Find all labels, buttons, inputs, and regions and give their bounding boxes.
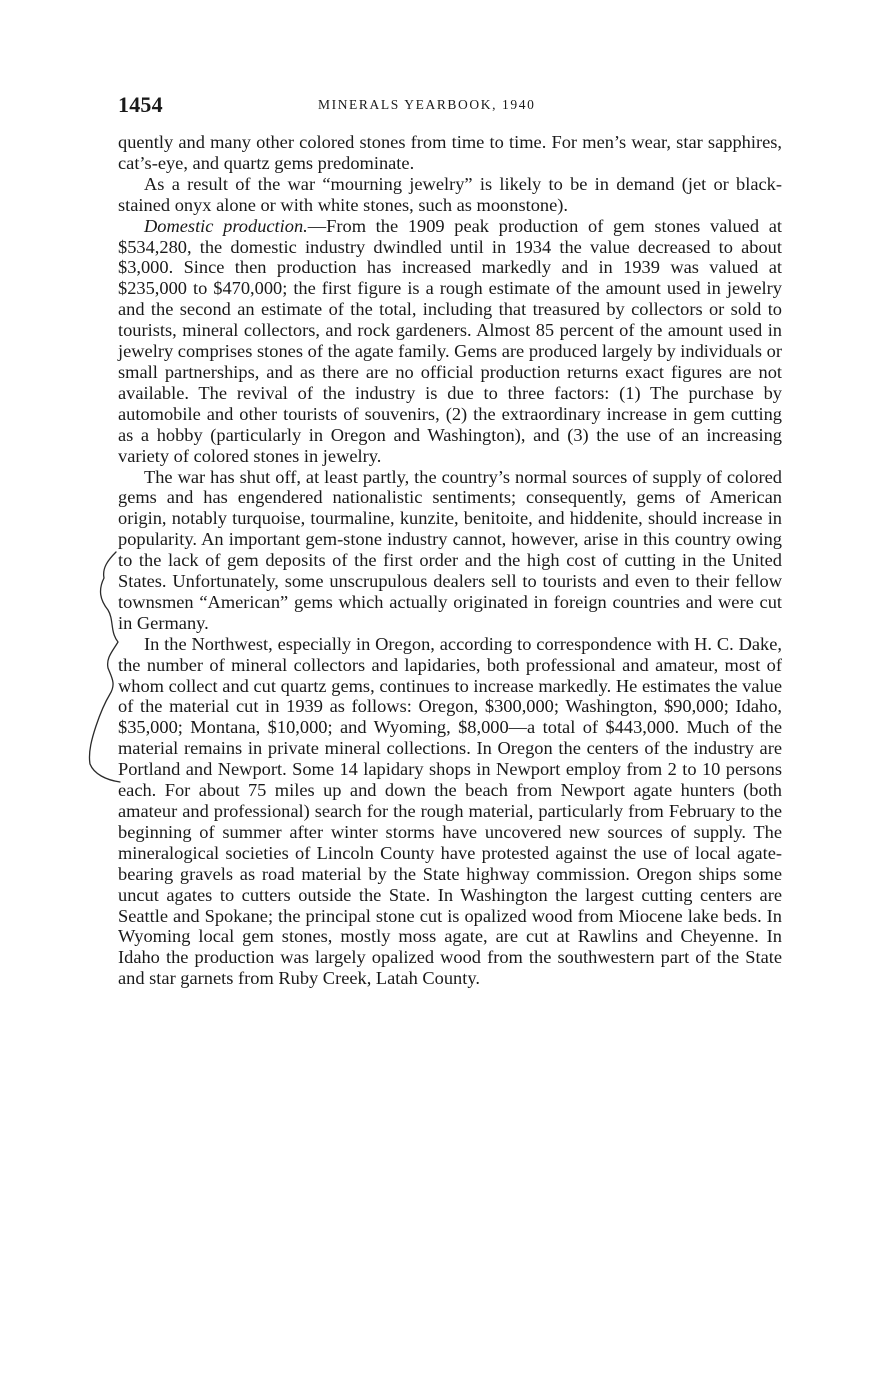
paragraph-text: As a result of the war “mourning jewelry” is likely to be in demand (jet or black-stained onyx alone or with white stones, such as moonstone). [118, 173, 782, 215]
paragraph-text: In the Northwest, especially in Oregon, according to correspondence with H. C. Dake, the number of mineral collectors and lapidaries, both professional and amateur, most of whom collect and cut quartz gems, continues to increase markedly. He estimates the value of the material cut in 1939 as follows: Oregon, $300,000; Washington, $90,000; Idaho, $35,000; Montana, $10,000; and Wyoming, $8,000—a total of $443,000. Much of the material remains in private mineral collections. In Oregon the centers of the industry are Portland and Newport. Some 14 lapidary shops in Newport employ from 2 to 10 persons each. For about 75 miles up and down the beach from Newport agate hunters (both amateur and professional) search for the rough material, particularly from February to the beginning of summer after winter storms have uncovered new sources of supply. The mineralogical societies of Lincoln County have protested against the use of local agate-bearing gravels as road material by the State highway commission. Oregon ships some uncut agates to cutters outside the State. In Washington the largest cutting centers are Seattle and Spokane; the principal stone cut is opalized wood from Miocene lake beds. In Wyoming local gem stones, mostly moss agate, are cut at Rawlins and Cheyenne. In Idaho the production was largely opalized wood from the southwestern part of the State and star garnets from Ruby Creek, Latah County. [118, 633, 782, 989]
running-head: MINERALS YEARBOOK, 1940 [318, 97, 536, 112]
paragraph-war-supply [118, 467, 782, 634]
page-number: 1454 [118, 92, 163, 117]
paragraph-text: quently and many other colored stones from time to time. For men’s wear, star sapphires, cat’s-eye, and quartz gems predominate. [118, 132, 782, 173]
document-page [118, 92, 782, 989]
body-text [118, 132, 782, 989]
paragraph-text: —From the 1909 peak production of gem stones valued at $534,280, the domestic industry dwindled until in 1934 the value decreased to about $3,000. Since then production has increased markedly and in 1939 was valued at $235,000 to $470,000; the first figure is a rough estimate of the amount used in jewelry and the second an estimate of the total, including that treasured by collectors or sold to tourists, mineral collectors, and rock gardeners. Almost 85 percent of the amount used in jewelry comprises stones of the agate family. Gems are produced largely by individuals or small partnerships, and as there are no official production returns exact figures are not available. The revival of the industry is due to three factors: (1) The purchase by automobile and other tourists of souvenirs, (2) the extraordinary increase in gem cutting as a hobby (particularly in Oregon and Washington), and (3) the use of an increasing variety of colored stones in jewelry. [118, 215, 782, 466]
section-lead-in: Domestic production. [144, 215, 308, 236]
paragraph-continuation [118, 132, 782, 174]
handwritten-margin-bracket [86, 548, 122, 784]
paragraph-domestic-production [118, 216, 782, 467]
page-header [118, 92, 782, 120]
paragraph-mourning-jewelry [118, 174, 782, 216]
paragraph-northwest [118, 634, 782, 989]
paragraph-text: The war has shut off, at least partly, the country’s normal sources of supply of colored gems and has engendered nationalistic sentiments; consequently, gems of American origin, notably turquoise, tourmaline, kunzite, benitoite, and hiddenite, should increase in popularity. An important gem-stone industry cannot, however, arise in this country owing to the lack of gem deposits of the first order and the high cost of cutting in the United States. Unfortunately, some unscrupulous dealers sell to tourists and even to their fellow townsmen “American” gems which actually originated in foreign countries and were cut in Germany. [118, 466, 782, 633]
